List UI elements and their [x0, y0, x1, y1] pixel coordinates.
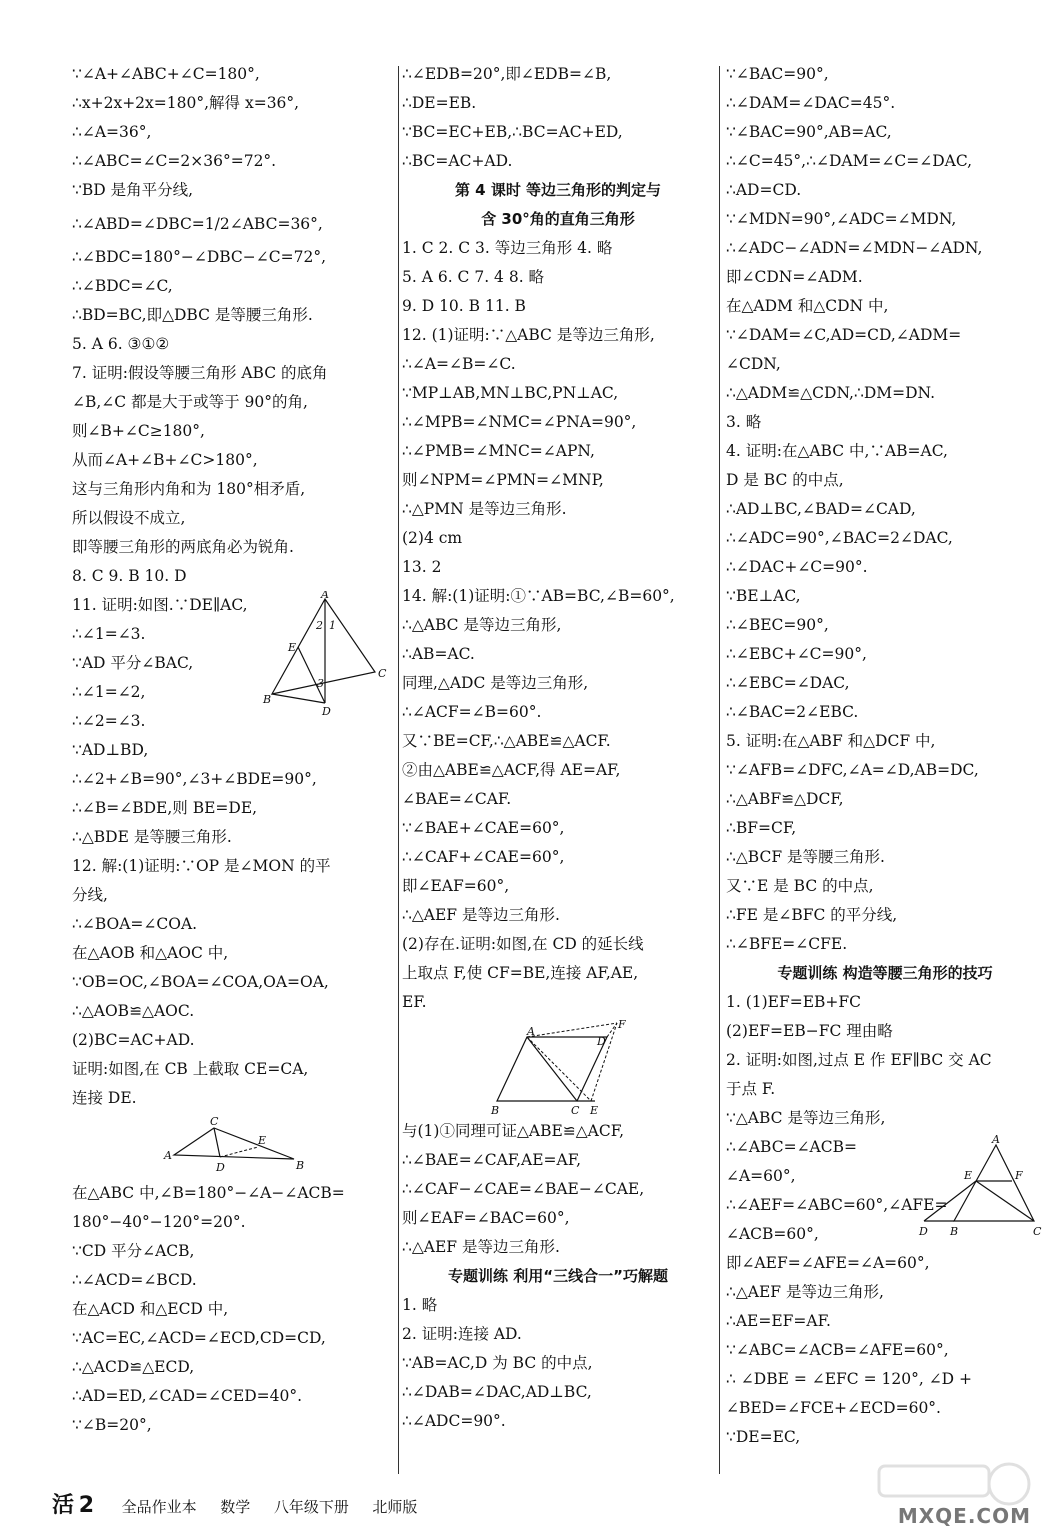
vertex-label: E [288, 641, 297, 654]
text-line: 5. A 6. C 7. 4 8. 略 [402, 268, 545, 286]
text-line: ∴△ADM≌△CDN,∴DM=DN. [726, 384, 936, 402]
text-line: ∴△ACD≌△ECD, [72, 1358, 195, 1376]
text-line: 则∠B+∠C≥180°, [72, 422, 205, 440]
text-line: ∵AD⊥BD, [72, 741, 149, 759]
text-line: 1. 略 [402, 1296, 438, 1314]
text-line: ∴∠CAF−∠CAE=∠BAE−∠CAE, [402, 1180, 645, 1198]
text-line: ∴∠CAF+∠CAE=60°, [402, 848, 565, 866]
text-line: ∠A=60°, [726, 1167, 796, 1185]
column-3 [726, 60, 1044, 1452]
text-line: 即等腰三角形的两底角必为锐角. [72, 538, 294, 556]
text-line: ∵BC=EC+EB,∴BC=AC+ED, [402, 123, 623, 141]
text-line: 在△ACD 和△ECD 中, [72, 1300, 229, 1318]
text-line: ∴∠1=∠2, [72, 683, 146, 701]
text-line: ∴x+2x+2x=180°,解得 x=36°, [72, 94, 300, 112]
text-line: ∴△PMN 是等边三角形. [402, 500, 567, 518]
text-line: ∵CD 平分∠ACB, [72, 1242, 195, 1260]
text-line: 9. D 10. B 11. B [402, 297, 526, 315]
text-line: (2)存在.证明:如图,在 CD 的延长线 [402, 935, 644, 953]
vertex-label: F [1015, 1169, 1023, 1182]
angle-label: 2 [316, 619, 323, 632]
vertex-label: D [919, 1225, 928, 1238]
text-line: ∴∠ACD=∠BCD. [72, 1271, 197, 1289]
text-line: 5. A 6. ③①② [72, 335, 170, 353]
text-line: 又∵BE=CF,∴△ABE≌△ACF. [402, 732, 611, 750]
text-line: ∴∠ACF=∠B=60°. [402, 703, 542, 721]
text-line: (2)BC=AC+AD. [72, 1031, 195, 1049]
watermark-text: MXQE.COM [897, 1504, 1031, 1528]
vertex-label: F [618, 1018, 626, 1031]
page-number: 2 [78, 1493, 95, 1518]
text-line: ∴∠A=∠B=∠C. [402, 355, 516, 373]
text-line: ∴∠DAM=∠DAC=45°. [726, 94, 896, 112]
text-line: 5. 证明:在△ABF 和△DCF 中, [726, 732, 936, 750]
text-line: ∴∠BOA=∠COA. [72, 915, 198, 933]
text-line: 同理,△ADC 是等边三角形, [402, 674, 589, 692]
text-line: ∴∠MPB=∠NMC=∠PNA=90°, [402, 413, 637, 431]
text-line: 即∠CDN=∠ADM. [726, 268, 863, 286]
angle-label: 3 [317, 677, 324, 690]
text-line: ∴∠1=∠3. [72, 625, 146, 643]
text-line: 3. 略 [726, 413, 762, 431]
text-line: 在△ADM 和△CDN 中, [726, 297, 889, 315]
text-line: 即∠AEF=∠AFE=∠A=60°, [726, 1254, 930, 1272]
column-1 [72, 60, 394, 1440]
text-line: ∴∠ABC=∠ACB= [726, 1138, 857, 1156]
text-line: ∴FE 是∠BFC 的平分线, [726, 906, 898, 924]
text-line: (2)4 cm [402, 529, 463, 547]
vertex-label: C [571, 1104, 580, 1117]
text-line: ∴∠B=∠BDE,则 BE=DE, [72, 799, 258, 817]
section-heading: 专题训练 构造等腰三角形的技巧 [777, 964, 993, 982]
text-line: ∴∠ADC−∠ADN=∠MDN−∠ADN, [726, 239, 983, 257]
text-line: 7. 证明:假设等腰三角形 ABC 的底角 [72, 364, 328, 382]
vertex-label: D [597, 1035, 606, 1048]
text-line: ∴△AEF 是等边三角形, [726, 1283, 884, 1301]
text-line: ∵∠BAE+∠CAE=60°, [402, 819, 565, 837]
vertex-label: C [210, 1115, 219, 1128]
text-line: ∴∠EBC+∠C=90°, [726, 645, 867, 663]
text-line: 4. 证明:在△ABC 中,∵AB=AC, [726, 442, 948, 460]
text-line: ∵∠BAC=90°, [726, 65, 829, 83]
vertex-label: C [1033, 1225, 1042, 1238]
text-line: ∴△BCF 是等腰三角形. [726, 848, 885, 866]
text-line: ∵△ABC 是等边三角形, [726, 1109, 886, 1127]
section-heading: 专题训练 利用“三线合一”巧解题 [448, 1267, 668, 1285]
text-line: ∴△ABC 是等边三角形, [402, 616, 562, 634]
text-line: 即∠EAF=60°, [402, 877, 510, 895]
text-line: ∵∠MDN=90°,∠ADC=∠MDN, [726, 210, 957, 228]
text-line: ∴△AOB≌△AOC. [72, 1002, 195, 1020]
text-line: ∠ACB=60°, [726, 1225, 819, 1243]
text-line: ∵DE=EC, [726, 1428, 801, 1446]
text-line: ∠CDN, [726, 355, 781, 373]
text-line: (2)EF=EB−FC 理由略 [726, 1022, 893, 1040]
text-line: ∴DE=EB. [402, 94, 477, 112]
vertex-label: B [263, 693, 272, 706]
vertex-label: E [590, 1104, 599, 1117]
text-line: 12. 解:(1)证明:∵OP 是∠MON 的平 [72, 857, 331, 875]
text-line: ∵∠A+∠ABC+∠C=180°, [72, 65, 260, 83]
section-heading: 第 4 课时 等边三角形的判定与 [454, 181, 662, 199]
text-line: 于点 F. [726, 1080, 776, 1098]
text-line: ∴∠ADC=90°. [402, 1412, 506, 1430]
page-label: 活 [52, 1493, 75, 1518]
text-line: ∠BAE=∠CAF. [402, 790, 512, 808]
text-line: 14. 解:(1)证明:①∵AB=BC,∠B=60°, [402, 587, 675, 605]
text-line: ∵MP⊥AB,MN⊥BC,PN⊥AC, [402, 384, 619, 402]
text-line: ∴∠AEF=∠ABC=60°,∠AFE= [726, 1196, 948, 1214]
text-line: ∵BD 是角平分线, [72, 181, 194, 199]
text-line: ∴∠BAE=∠CAF,AE=AF, [402, 1151, 581, 1169]
text-line: 则∠NPM=∠PMN=∠MNP, [402, 471, 604, 489]
text-line: ∵AC=EC,∠ACD=∠ECD,CD=CD, [72, 1329, 326, 1347]
text-line: ∴△AEF 是等边三角形. [402, 1238, 560, 1256]
column-divider-2 [719, 66, 720, 1474]
text-line: D 是 BC 的中点, [726, 471, 844, 489]
text-line: ∴ ∠DBE = ∠EFC = 120°, ∠D + [726, 1370, 973, 1388]
text-line: ∴∠EBC=∠DAC, [726, 674, 850, 692]
text-line: ∴∠A=36°, [72, 123, 152, 141]
text-line: ∴∠DAC+∠C=90°. [726, 558, 868, 576]
vertex-label: C [378, 667, 387, 680]
vertex-label: A [527, 1025, 535, 1038]
text-line: EF. [402, 993, 427, 1011]
vertex-label: A [992, 1133, 1000, 1146]
text-line: ∴∠PMB=∠MNC=∠APN, [402, 442, 595, 460]
text-line: ∴AE=EF=AF. [726, 1312, 831, 1330]
text-line: 连接 DE. [72, 1089, 137, 1107]
text-line: ∵∠DAM=∠C,AD=CD,∠ADM= [726, 326, 962, 344]
text-line: 1. C 2. C 3. 等边三角形 4. 略 [402, 239, 613, 257]
text-line: ∴∠ABD=∠DBC=1/2∠ABC=36°, [72, 215, 323, 233]
text-line: ②由△ABE≌△ACF,得 AE=AF, [402, 761, 621, 779]
text-line: 2. 证明:连接 AD. [402, 1325, 522, 1343]
column-divider-1 [398, 66, 399, 1474]
text-line: 在△ABC 中,∠B=180°−∠A−∠ACB= [72, 1184, 345, 1202]
vertex-label: D [322, 705, 331, 718]
figure-problem-12 [72, 1113, 394, 1179]
text-line: ∵∠B=20°, [72, 1416, 152, 1434]
text-line: ∴∠EDB=20°,即∠EDB=∠B, [402, 65, 612, 83]
text-line: ∵∠BAC=90°,AB=AC, [726, 123, 892, 141]
text-line: ∴AD=CD. [726, 181, 802, 199]
text-line: 上取点 F,使 CF=BE,连接 AF,AE, [402, 964, 639, 982]
figure-problem-14 [402, 1017, 714, 1117]
text-line: ∵AD 平分∠BAC, [72, 654, 194, 672]
edition: 北师版 [372, 1498, 418, 1516]
text-line: ∠B,∠C 都是大于或等于 90°的角, [72, 393, 308, 411]
text-line: 这与三角形内角和为 180°相矛盾, [72, 480, 306, 498]
text-line: ∴△BDE 是等腰三角形. [72, 828, 232, 846]
text-line: 180°−40°−120°=20°. [72, 1213, 246, 1231]
book-title: 全品作业本 [121, 1498, 197, 1516]
text-line: 8. C 9. B 10. D [72, 567, 187, 585]
section-heading: 含 30°角的直角三角形 [481, 210, 635, 228]
text-line: ∴AD=ED,∠CAD=∠CED=40°. [72, 1387, 303, 1405]
text-line: ∴∠BDC=180°−∠DBC−∠C=72°, [72, 248, 327, 266]
text-line: ∴∠ABC=∠C=2×36°=72°. [72, 152, 277, 170]
text-line: ∴∠2=∠3. [72, 712, 146, 730]
text-line: ∵∠AFB=∠DFC,∠A=∠D,AB=DC, [726, 761, 979, 779]
vertex-label: B [950, 1225, 959, 1238]
vertex-label: A [164, 1149, 172, 1162]
text-line: ∴AB=AC. [402, 645, 475, 663]
text-line: ∴△ABF≌△DCF, [726, 790, 844, 808]
text-line: ∵BE⊥AC, [726, 587, 801, 605]
text-line: 2. 证明:如图,过点 E 作 EF∥BC 交 AC [726, 1051, 992, 1069]
text-line: 又∵E 是 BC 的中点, [726, 877, 874, 895]
text-line: 分线, [72, 886, 108, 904]
angle-label: 1 [329, 619, 336, 632]
text-line: ∴∠BFE=∠CFE. [726, 935, 848, 953]
text-line: 11. 证明:如图.∵DE∥AC, [72, 596, 248, 614]
text-line: ∴∠DAB=∠DAC,AD⊥BC, [402, 1383, 592, 1401]
text-line: ∴∠BDC=∠C, [72, 277, 173, 295]
text-line: ∴AD⊥BC,∠BAD=∠CAD, [726, 500, 916, 518]
text-line: ∴BC=AC+AD. [402, 152, 513, 170]
vertex-label: B [296, 1159, 305, 1172]
subject: 数学 [220, 1498, 251, 1516]
column-2 [402, 60, 714, 1436]
vertex-label: A [321, 591, 329, 601]
text-line: 12. (1)证明:∵△ABC 是等边三角形, [402, 326, 655, 344]
grade: 八年级下册 [273, 1498, 349, 1516]
text-line: 证明:如图,在 CB 上截取 CE=CA, [72, 1060, 309, 1078]
text-line: 与(1)①同理可证△ABE≌△ACF, [402, 1122, 625, 1140]
text-line: ∴BD=BC,即△DBC 是等腰三角形. [72, 306, 313, 324]
text-line: ∴∠2+∠B=90°,∠3+∠BDE=90°, [72, 770, 317, 788]
text-line: 从而∠A+∠B+∠C>180°, [72, 451, 258, 469]
text-line: ∴∠C=45°,∴∠DAM=∠C=∠DAC, [726, 152, 973, 170]
vertex-label: B [491, 1104, 500, 1117]
text-line: ∴∠ADC=90°,∠BAC=2∠DAC, [726, 529, 953, 547]
page-footer [52, 1488, 652, 1518]
vertex-label: D [216, 1161, 225, 1174]
text-line: ∵OB=OC,∠BOA=∠COA,OA=OA, [72, 973, 329, 991]
text-line: ∵∠ABC=∠ACB=∠AFE=60°, [726, 1341, 949, 1359]
text-line: ∠BED=∠FCE+∠ECD=60°. [726, 1399, 941, 1417]
text-line: 所以假设不成立, [72, 509, 186, 527]
text-line: 则∠EAF=∠BAC=60°, [402, 1209, 570, 1227]
text-line: ∴BF=CF, [726, 819, 797, 837]
text-line: ∴∠BAC=2∠EBC. [726, 703, 859, 721]
text-line: ∵AB=AC,D 为 BC 的中点, [402, 1354, 593, 1372]
text-line: ∴∠BEC=90°, [726, 616, 829, 634]
vertex-label: E [258, 1134, 267, 1147]
text-line: 1. (1)EF=EB+FC [726, 993, 862, 1011]
text-line: 13. 2 [402, 558, 442, 576]
text-line: 在△AOB 和△AOC 中, [72, 944, 229, 962]
text-line: ∴△AEF 是等边三角形. [402, 906, 560, 924]
vertex-label: E [964, 1169, 973, 1182]
